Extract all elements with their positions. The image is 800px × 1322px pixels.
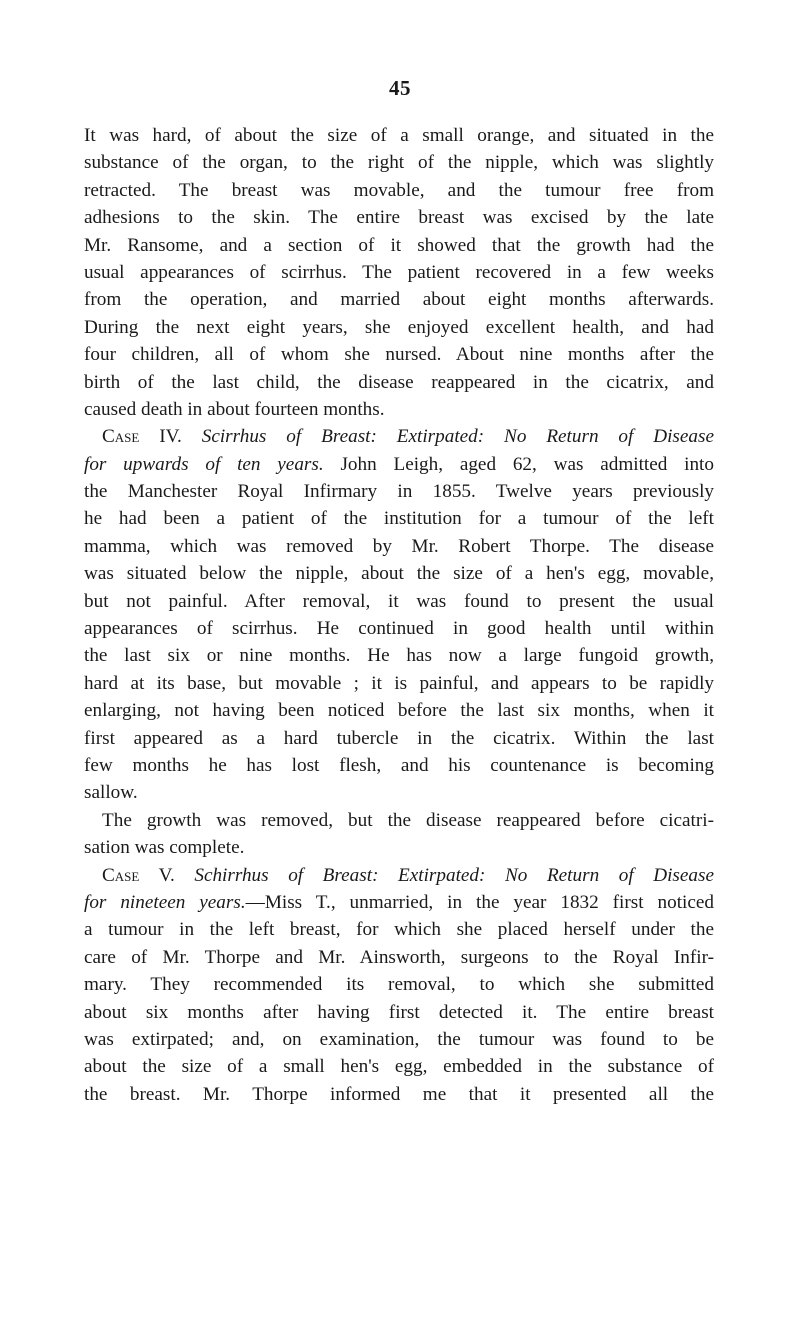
text-line [84, 369, 714, 396]
text-segment: first appeared as a hard tubercle in the cicatrix. Within the last [84, 727, 714, 749]
text-line [84, 1026, 714, 1053]
text-line [84, 999, 714, 1026]
text-line [84, 478, 714, 505]
text-line [84, 396, 714, 423]
text-segment: retracted. The breast was movable, and the tumour free from [84, 179, 714, 201]
text-segment: substance of the organ, to the right of the nipple, which was slightly [84, 152, 714, 174]
text-line [84, 862, 714, 889]
text-line [84, 451, 714, 478]
text-line [84, 725, 714, 752]
text-segment: a tumour in the left breast, for which she placed herself under the [84, 919, 714, 941]
text-segment: Mr. Ransome, and a section of it showed that the growth had the [84, 234, 714, 256]
text-line [84, 505, 714, 532]
text-segment: the last six or nine months. He has now a large fungoid growth, [84, 645, 714, 667]
text-segment: about six months after having first detected it. The entire breast [84, 1001, 714, 1023]
text-segment: the Manchester Royal Infirmary in 1855. Twelve years previously [84, 481, 714, 503]
text-line [84, 533, 714, 560]
text-segment: appearances of scirrhus. He continued in good health until within [84, 618, 714, 640]
text-segment: mary. They recommended its removal, to which she submitted [84, 974, 714, 996]
text-segment: —Miss T., unmarried, in the year 1832 first noticed [245, 891, 714, 913]
text-line [84, 1081, 714, 1108]
body-text [84, 122, 714, 1108]
text-line [84, 779, 714, 806]
text-segment: During the next eight years, she enjoyed excellent health, and had [84, 316, 714, 338]
text-line [84, 560, 714, 587]
text-line [84, 834, 714, 861]
text-segment: was situated below the nipple, about the size of a hen's egg, movable, [84, 563, 714, 585]
text-segment [182, 426, 202, 447]
text-line [84, 341, 714, 368]
text-segment: enlarging, not having been noticed before the last six months, when it [84, 700, 714, 722]
text-segment: sation was complete. [84, 837, 245, 859]
text-line [84, 177, 714, 204]
text-line [84, 204, 714, 231]
text-segment: was extirpated; and, on examination, the tumour was found to be [84, 1028, 714, 1050]
text-segment: It was hard, of about the size of a small orange, and situated in the [84, 125, 714, 146]
text-segment: adhesions to the skin. The entire breast was excised by the late [84, 207, 714, 229]
text-segment: but not painful. After removal, it was found to present the usual [84, 590, 714, 612]
text-line [84, 807, 714, 834]
text-line [84, 149, 714, 176]
text-line [84, 1053, 714, 1080]
case-title: Scirrhus of Breast: Extirpated: No Return of Disease [201, 426, 714, 448]
case-title: Schirrhus of Breast: Extirpated: No Return of Disease [194, 864, 714, 886]
text-line [84, 752, 714, 779]
text-segment: care of Mr. Thorpe and Mr. Ainsworth, surgeons to the Royal Infir- [84, 946, 714, 968]
text-segment: sallow. [84, 782, 138, 804]
text-segment: the breast. Mr. Thorpe informed me that it presented all the [84, 1083, 714, 1105]
text-line [84, 916, 714, 943]
text-segment [175, 865, 195, 886]
text-line [84, 232, 714, 259]
text-segment: from the operation, and married about eight months afterwards. [84, 289, 714, 311]
text-segment: The growth was removed, but the disease reappeared before cicatri- [102, 809, 714, 831]
text-segment: caused death in about fourteen months. [84, 398, 385, 420]
case-heading: Case V. [102, 864, 175, 886]
text-line [84, 642, 714, 669]
text-line [84, 944, 714, 971]
text-line [84, 588, 714, 615]
text-line [84, 697, 714, 724]
text-segment: hard at its base, but movable ; it is painful, and appears to be rapidly [84, 672, 714, 694]
text-segment: few months he has lost flesh, and his countenance is becoming [84, 754, 714, 776]
text-line [84, 670, 714, 697]
text-segment: usual appearances of scirrhus. The patient recovered in a few weeks [84, 261, 714, 283]
text-line [84, 889, 714, 916]
text-line [84, 423, 714, 450]
case-heading: Case IV. [102, 426, 182, 448]
text-segment: birth of the last child, the disease reappeared in the cicatrix, and [84, 371, 714, 393]
text-segment: about the size of a small hen's egg, embedded in the substance of [84, 1056, 714, 1078]
text-line [84, 286, 714, 313]
text-line [84, 259, 714, 286]
text-segment: John Leigh, aged 62, was admitted into [323, 453, 714, 475]
text-segment: mamma, which was removed by Mr. Robert Thorpe. The disease [84, 535, 714, 557]
text-line [84, 971, 714, 998]
case-title: for upwards of ten years. [84, 453, 324, 475]
text-line [84, 615, 714, 642]
text-line [84, 314, 714, 341]
text-line [84, 122, 714, 149]
case-title: for nineteen years. [84, 891, 246, 913]
text-segment: four children, all of whom she nursed. About nine months after the [84, 344, 714, 366]
page-number: 45 [389, 76, 411, 100]
text-segment: he had been a patient of the institution for a tumour of the left [84, 508, 714, 530]
